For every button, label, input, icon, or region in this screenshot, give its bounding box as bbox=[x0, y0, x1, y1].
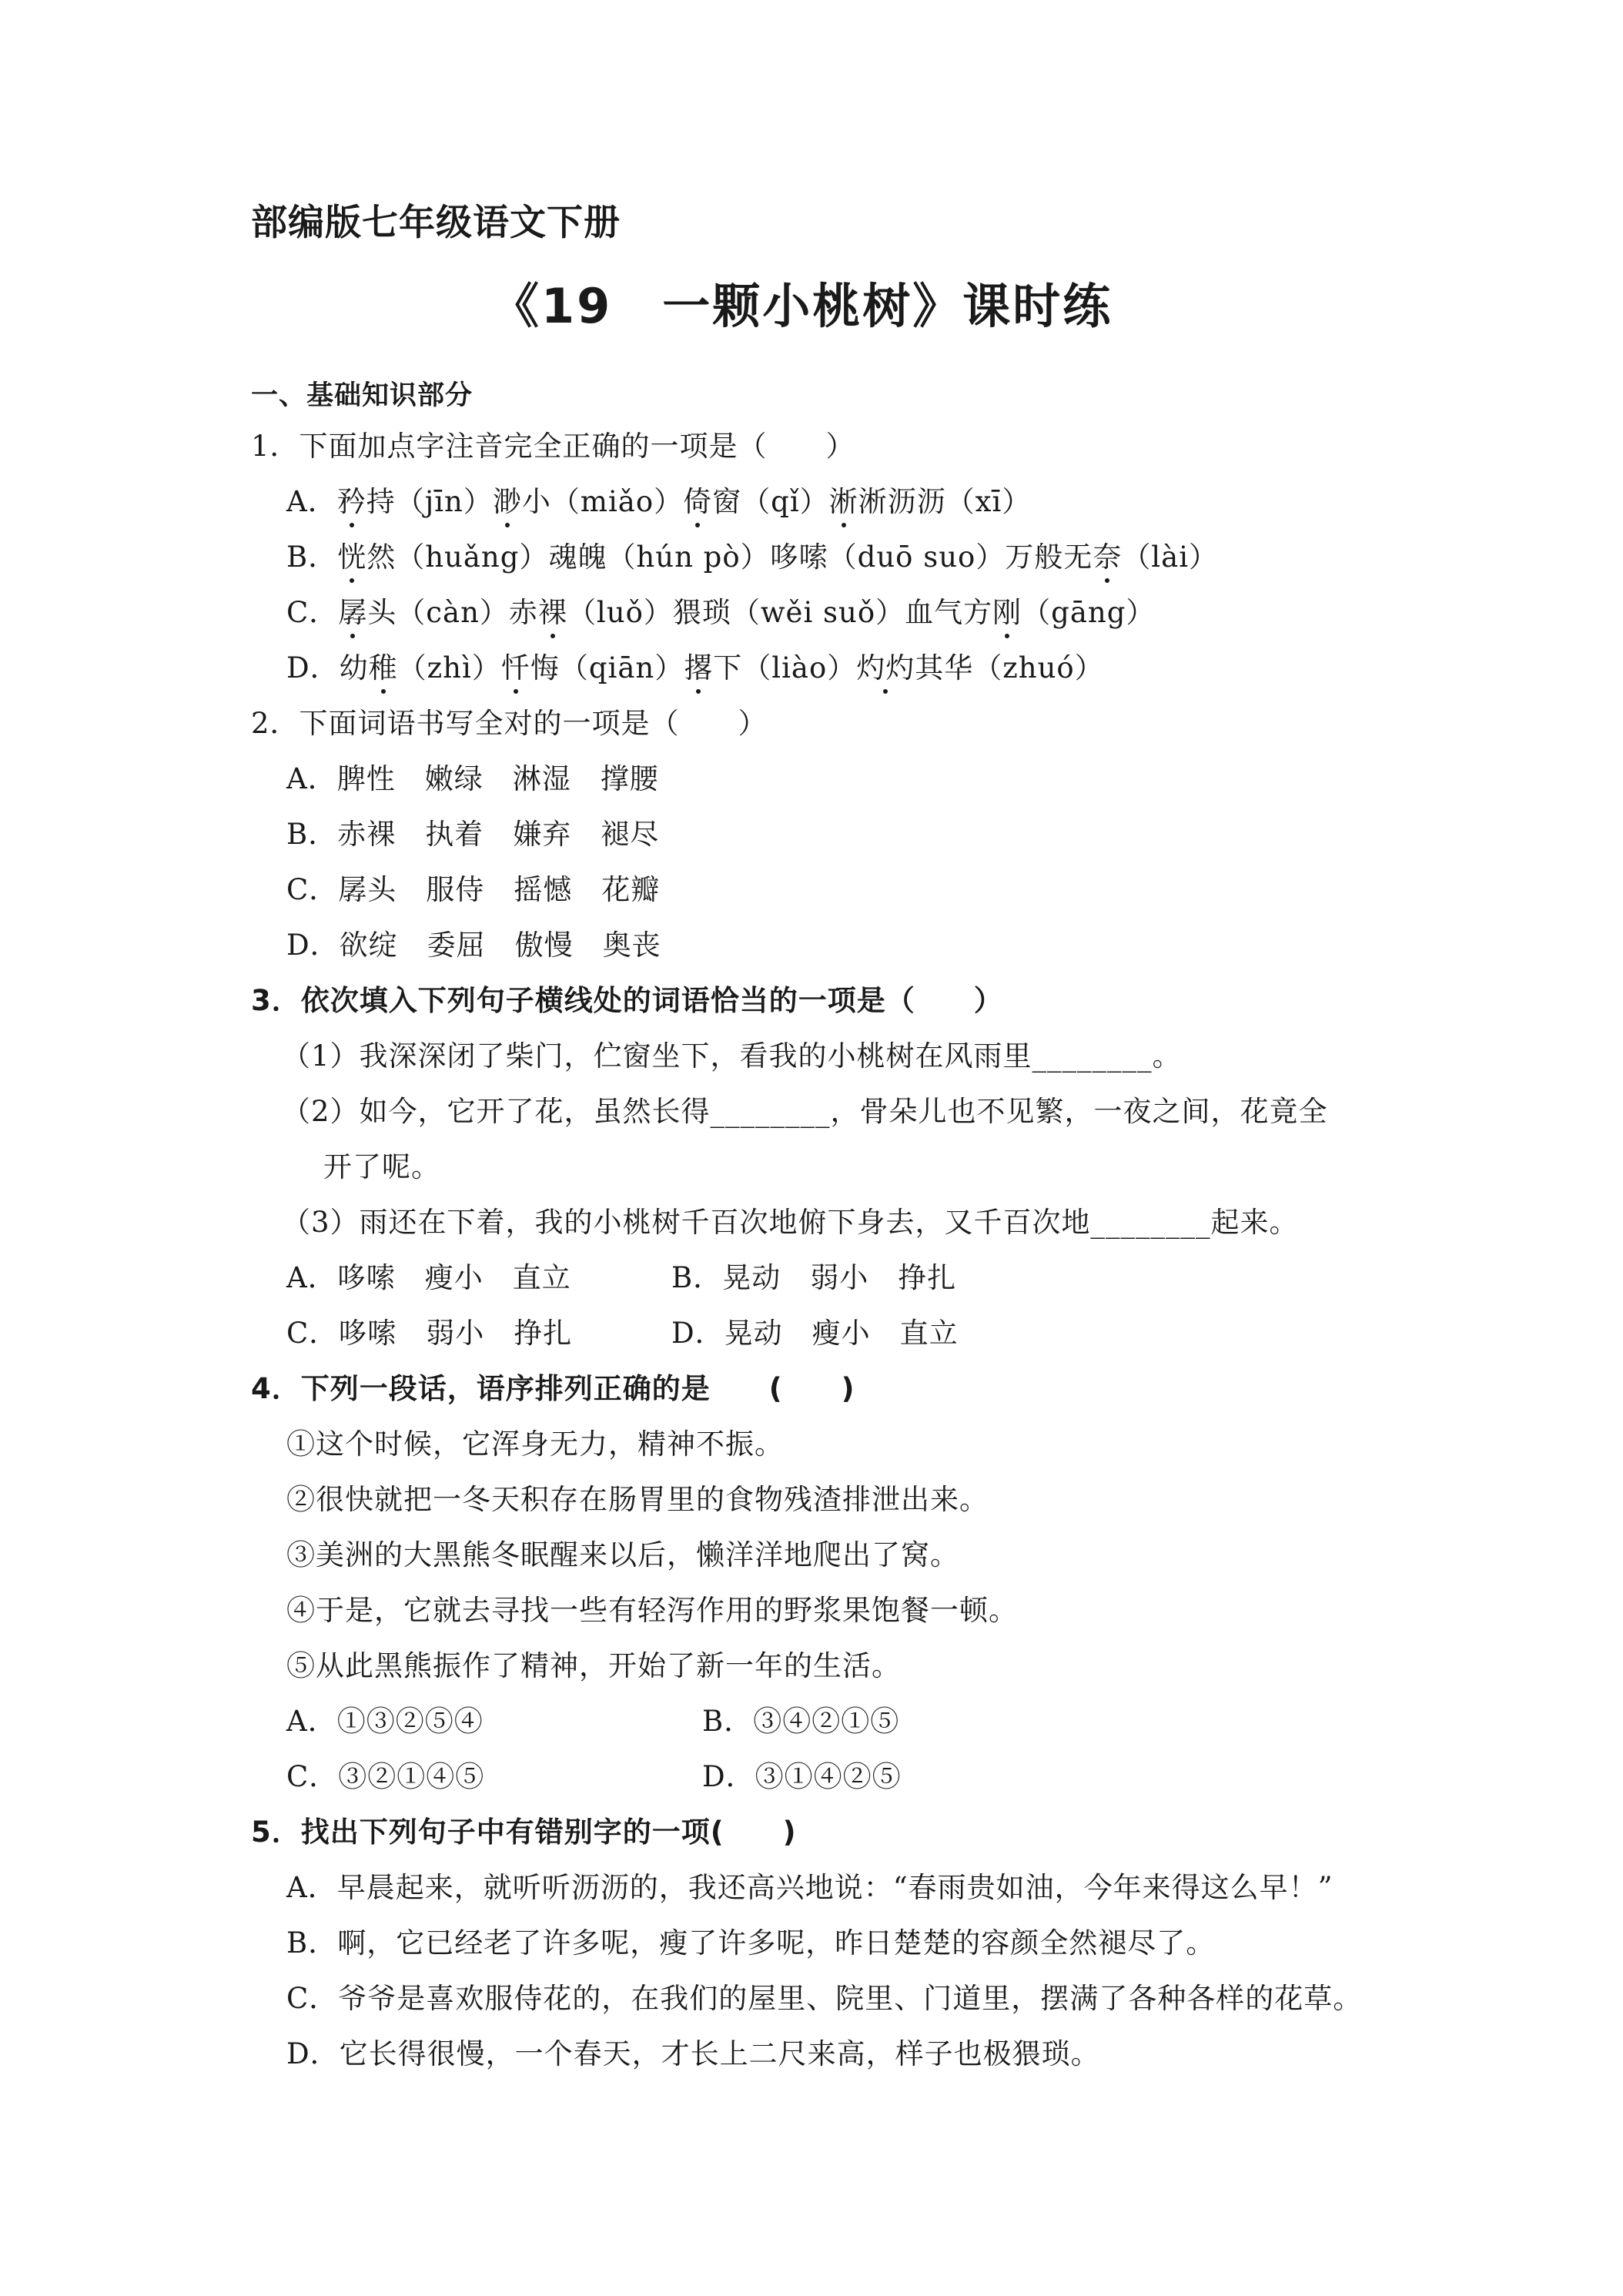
question-1-option-d bbox=[286, 650, 1104, 687]
question-3-option-a: A．哆嗦 瘦小 直立 bbox=[286, 1261, 571, 1294]
option-text: 头（càn）赤 bbox=[367, 596, 538, 629]
dotted-char: 奈 bbox=[1093, 539, 1122, 576]
option-text: 持（jīn） bbox=[366, 485, 493, 518]
option-label: B． bbox=[286, 541, 338, 574]
dotted-char: 孱 bbox=[338, 594, 367, 631]
option-text: 窗（qǐ） bbox=[712, 485, 829, 518]
question-3-option-d: D．晃动 瘦小 直立 bbox=[671, 1317, 959, 1350]
question-2-stem: 2．下面词语书写全对的一项是（ ） bbox=[251, 707, 768, 740]
question-4-sentence-3: ③美洲的大黑熊冬眠醒来以后，懒洋洋地爬出了窝。 bbox=[286, 1538, 959, 1571]
option-label: C． bbox=[286, 596, 339, 629]
question-3-stem: 3．依次填入下列句子横线处的词语恰当的一项是（ ） bbox=[251, 984, 1003, 1017]
question-3-option-b: B．晃动 弱小 挣扎 bbox=[671, 1261, 957, 1294]
question-2-option-d: D．欲绽 委屈 傲慢 奥丧 bbox=[286, 929, 661, 962]
question-5-option-d: D．它长得很慢，一个春天，才长上二尺来高，样子也极猥琐。 bbox=[286, 2037, 1100, 2070]
question-4-sentence-1: ①这个时候，它浑身无力，精神不振。 bbox=[286, 1427, 784, 1461]
question-5-option-c: C．爷爷是喜欢服侍花的，在我们的屋里、院里、门道里，摆满了各种各样的花草。 bbox=[286, 1982, 1363, 2015]
question-4-sentence-4: ④于是，它就去寻找一些有轻泻作用的野浆果饱餐一顿。 bbox=[286, 1594, 1018, 1627]
option-text: （duō suo）万般无 bbox=[828, 541, 1093, 574]
dotted-char: 灼灼 bbox=[856, 650, 915, 687]
option-text: 其华（zhuó） bbox=[915, 651, 1104, 684]
dotted-char: 恍 bbox=[337, 539, 366, 576]
dotted-char: 刚 bbox=[992, 594, 1022, 631]
question-2-option-a: A．脾性 嫩绿 淋湿 撑腰 bbox=[286, 762, 659, 795]
option-text: 悔（qiān） bbox=[530, 651, 684, 684]
question-3-sentence-1: （1）我深深闭了柴门，伫窗坐下，看我的小桃树在风雨里________。 bbox=[282, 1039, 1182, 1073]
question-2-option-b: B．赤裸 执着 嫌弃 褪尽 bbox=[286, 818, 660, 851]
question-5-option-b: B．啊，它已经老了许多呢，瘦了许多呢，昨日楚楚的容颜全然褪尽了。 bbox=[286, 1926, 1216, 1960]
question-1-stem: 1．下面加点字注音完全正确的一项是（ ） bbox=[251, 430, 855, 463]
question-1-option-c bbox=[286, 594, 1155, 631]
section-heading: 一、基础知识部分 bbox=[251, 380, 474, 411]
question-4-stem: 4．下列一段话，语序排列正确的是 ( ) bbox=[251, 1372, 855, 1405]
question-4-sentence-5: ⑤从此黑熊振作了精神，开始了新一年的生活。 bbox=[286, 1649, 901, 1682]
dotted-char: 淅 bbox=[829, 484, 858, 520]
dotted-char: 忏 bbox=[501, 650, 530, 687]
option-text: 猥琐 bbox=[672, 596, 731, 629]
question-4-option-a: A．①③②⑤④ bbox=[286, 1705, 484, 1738]
option-text: （lài） bbox=[1122, 541, 1219, 574]
dotted-char: 裸 bbox=[538, 594, 567, 631]
dotted-char: 稚 bbox=[369, 650, 398, 687]
question-3-sentence-2-continued: 开了呢。 bbox=[323, 1150, 440, 1183]
option-text: 下（liào） bbox=[713, 651, 857, 684]
dotted-char: 撂 bbox=[684, 650, 713, 687]
question-5-option-a: A．早晨起来，就听听沥沥的，我还高兴地说：“春雨贵如油，今年来得这么早！” bbox=[286, 1871, 1334, 1904]
option-text: 魂魄 bbox=[548, 541, 607, 574]
option-text: （luǒ） bbox=[567, 596, 673, 629]
option-text: 哆嗦 bbox=[769, 541, 828, 574]
option-text: （gāng） bbox=[1022, 596, 1156, 629]
question-3-option-c: C．哆嗦 弱小 挣扎 bbox=[286, 1317, 573, 1350]
option-text: （zhì） bbox=[397, 651, 501, 684]
question-3-sentence-2: （2）如今，它开了花，虽然长得________，骨朵儿也不见繁，一夜之间，花竟全 bbox=[282, 1095, 1328, 1128]
option-text: 淅沥沥（xī） bbox=[858, 485, 1032, 518]
question-4-option-c: C．③②①④⑤ bbox=[286, 1760, 485, 1793]
option-text: 然（huǎng） bbox=[366, 541, 549, 574]
dotted-char: 倚 bbox=[683, 484, 712, 520]
dotted-char: 矜 bbox=[337, 484, 366, 520]
question-1-option-b bbox=[286, 539, 1218, 576]
option-text: 小（miǎo） bbox=[521, 485, 684, 518]
option-label: A． bbox=[286, 485, 337, 518]
question-5-stem: 5．找出下列句子中有错别字的一项( ) bbox=[251, 1816, 797, 1849]
question-4-sentence-2: ②很快就把一冬天积存在肠胃里的食物残渣排泄出来。 bbox=[286, 1483, 989, 1516]
question-4-option-b: B．③④②①⑤ bbox=[702, 1705, 900, 1738]
option-text: （hún pò） bbox=[607, 541, 770, 574]
document-header: 部编版七年级语文下册 bbox=[251, 202, 621, 244]
option-label: D．幼 bbox=[286, 651, 369, 684]
question-3-sentence-3: （3）雨还在下着，我的小桃树千百次地俯下身去，又千百次地________起来。 bbox=[282, 1206, 1299, 1239]
question-1-option-a bbox=[286, 484, 1031, 520]
question-2-option-c: C．孱头 服侍 摇憾 花瓣 bbox=[286, 873, 661, 906]
document-title: 《19 一颗小桃树》课时练 bbox=[491, 278, 1113, 334]
dotted-char: 渺 bbox=[493, 484, 522, 520]
question-4-option-d: D．③①④②⑤ bbox=[702, 1760, 902, 1793]
option-text: （wěi suǒ）血气方 bbox=[731, 596, 993, 629]
